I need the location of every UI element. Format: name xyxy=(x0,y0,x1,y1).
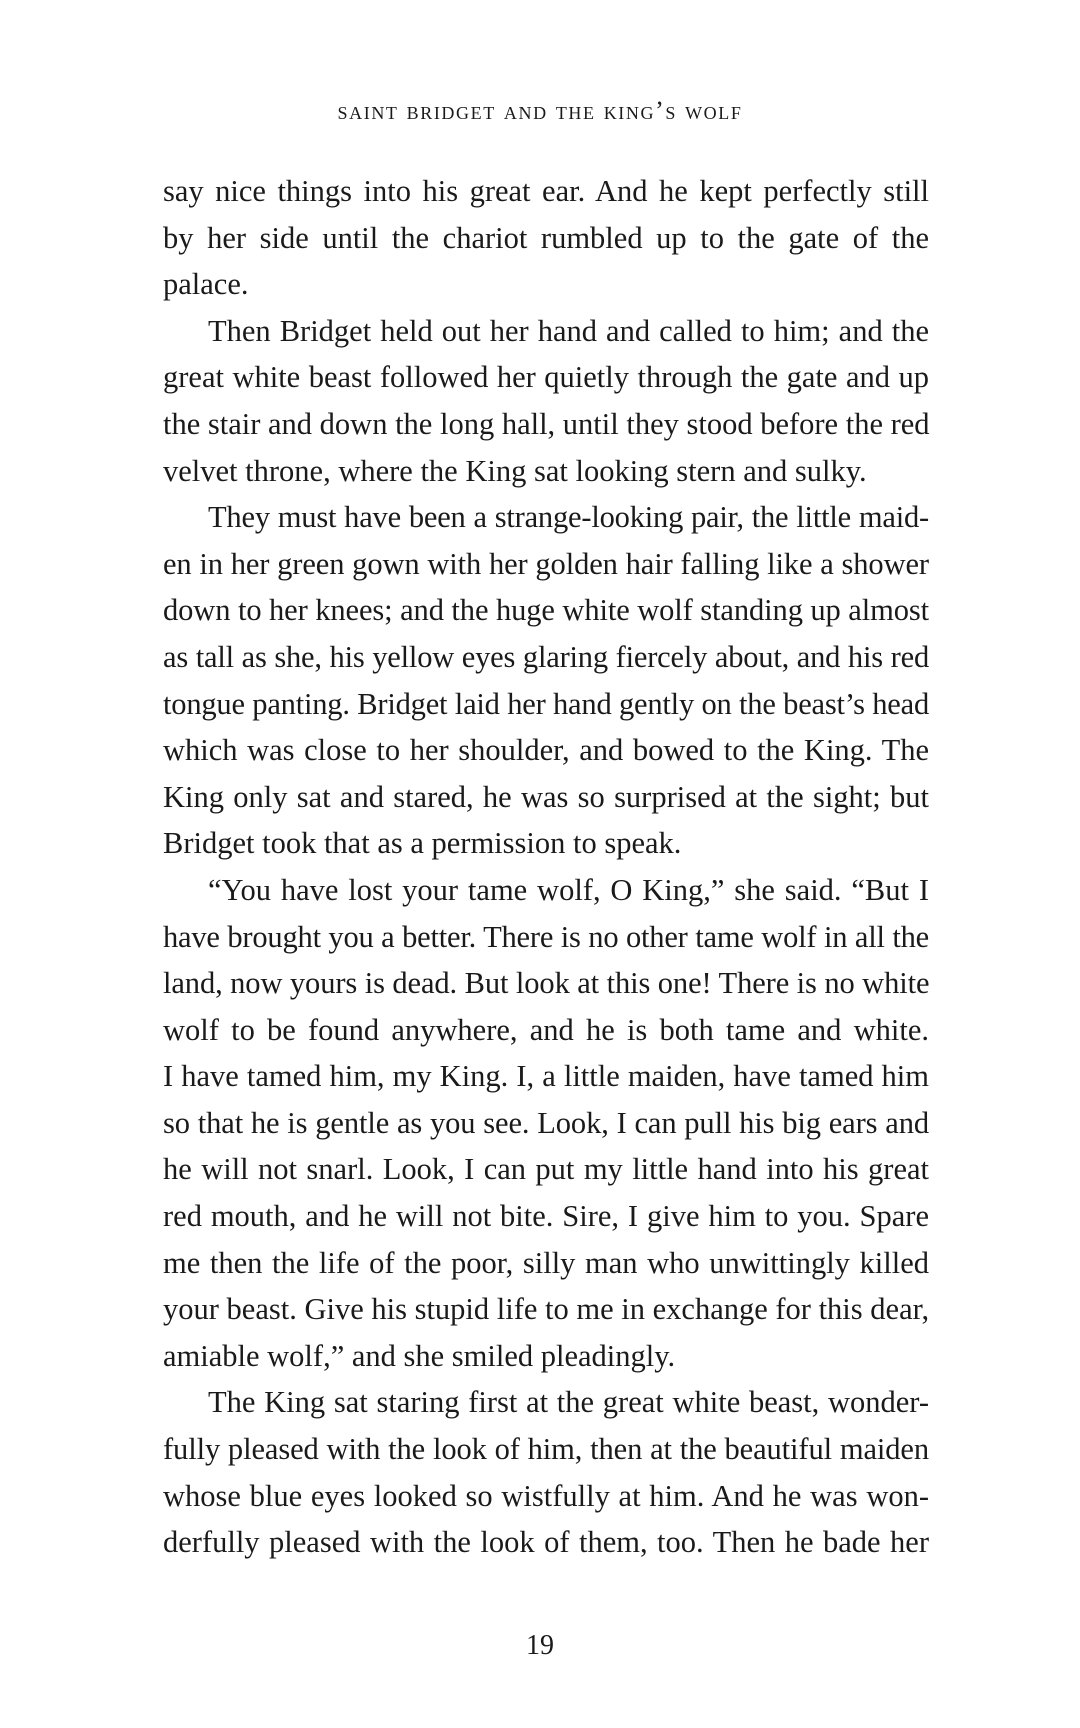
text-line: land, now yours is dead. But look at this one! There is no white xyxy=(163,966,930,1001)
text-line: have brought you a better. There is no other tame wolf in all the xyxy=(163,919,929,954)
text-line: The King sat staring first at the great white beast, wonder- xyxy=(208,1385,929,1420)
text-line: I have tamed him, my King. I, a little maiden, have tamed him xyxy=(163,1059,929,1094)
running-head: saint bridget and the king’s wolf xyxy=(337,96,743,125)
text-line: he will not snarl. Look, I can put my little hand into his great xyxy=(163,1152,929,1187)
text-line: wolf to be found anywhere, and he is both tame and white. xyxy=(163,1012,929,1047)
text-line: the stair and down the long hall, until they stood before the red xyxy=(163,406,930,441)
text-line: so that he is gentle as you see. Look, I can pull his big ears and xyxy=(163,1105,929,1140)
text-line: which was close to her shoulder, and bowed to the King. The xyxy=(163,733,929,768)
text-line: en in her green gown with her golden hair falling like a shower xyxy=(163,546,929,581)
text-line: red mouth, and he will not bite. Sire, I give him to you. Spare xyxy=(163,1199,929,1234)
text-line: velvet throne, where the King sat looking stern and sulky. xyxy=(163,453,867,488)
body-text xyxy=(163,168,929,1566)
text-line: King only sat and stared, he was so surprised at the sight; but xyxy=(163,779,929,814)
text-line: “You have lost your tame wolf, O King,” she said. “But I xyxy=(208,872,929,907)
text-line: amiable wolf,” and she smiled pleadingly. xyxy=(163,1338,676,1373)
page-number: 19 xyxy=(526,1630,554,1661)
text-line: They must have been a strange-looking pair, the little maid- xyxy=(208,500,929,535)
text-line: say nice things into his great ear. And he kept perfectly still xyxy=(163,174,929,208)
text-line: me then the life of the poor, silly man who unwittingly killed xyxy=(163,1245,929,1280)
text-line: great white beast followed her quietly through the gate and up xyxy=(163,360,929,395)
text-line: by her side until the chariot rumbled up to the gate of the xyxy=(163,220,929,255)
text-line: down to her knees; and the huge white wolf standing up almost xyxy=(163,593,929,628)
text-line: as tall as she, his yellow eyes glaring fiercely about, and his red xyxy=(163,639,929,674)
text-line: palace. xyxy=(163,267,249,302)
text-line: tongue panting. Bridget laid her hand gently on the beast’s head xyxy=(163,686,929,721)
text-line: fully pleased with the look of him, then at the beautiful maiden xyxy=(163,1432,929,1467)
text-line: Then Bridget held out her hand and called to him; and the xyxy=(208,313,929,348)
text-line: Bridget took that as a permission to speak. xyxy=(163,826,682,861)
text-line: derfully pleased with the look of them, too. Then he bade her xyxy=(163,1525,929,1560)
text-line: whose blue eyes looked so wistfully at him. And he was won- xyxy=(163,1478,929,1513)
text-line: your beast. Give his stupid life to me in exchange for this dear, xyxy=(163,1292,930,1327)
